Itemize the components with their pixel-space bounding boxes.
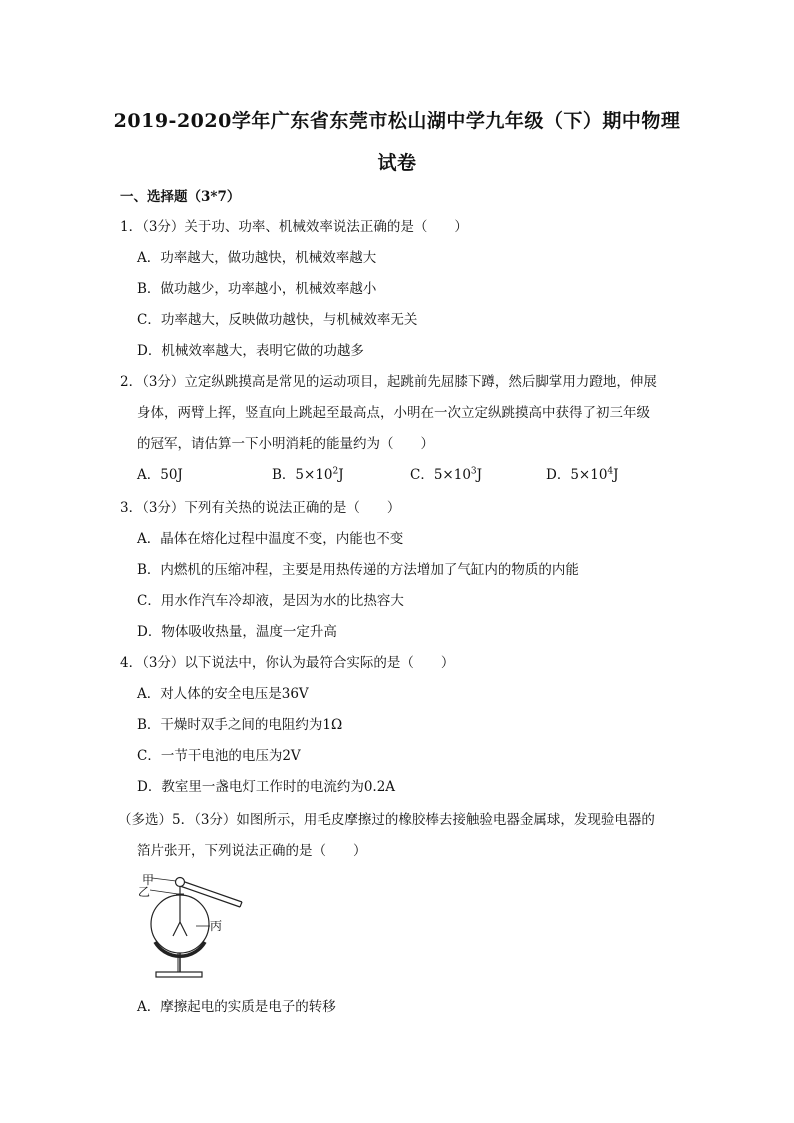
question-2-stem-line-3: 的冠军，请估算一下小明消耗的能量约为（ ） — [137, 436, 434, 452]
rubber-rod — [182, 881, 242, 902]
question-1-option-b: B．做功越少，功率越小，机械效率越小 — [137, 281, 377, 297]
question-3-option-d: D．物体吸收热量，温度一定升高 — [137, 624, 337, 640]
question-5-stem-line-2: 箔片张开，下列说法正确的是（ ） — [137, 843, 367, 859]
label-yi: 乙 — [138, 885, 151, 899]
metal-foil — [173, 922, 180, 936]
question-3-option-c: C．用水作汽车冷却液，是因为水的比热容大 — [137, 593, 404, 609]
question-3-option-a: A．晶体在熔化过程中温度不变，内能也不变 — [137, 531, 404, 547]
question-2-option-d: D．$5\times 10^4J$ — [546, 466, 619, 483]
question-2-option-b: B．$5\times 10^2J$ — [272, 466, 344, 483]
label-bing: 丙 — [210, 919, 223, 933]
question-1-option-c: C．功率越大，反映做功越快，与机械效率无关 — [137, 312, 418, 328]
page-title-continued: 试卷 — [377, 152, 417, 174]
question-4-option-c: C．一节干电池的电压为2V — [137, 748, 301, 764]
question-2-option-a: A．50J — [137, 467, 183, 483]
question-4-option-d: D．教室里一盏电灯工作时的电流约为0.2A — [137, 779, 396, 795]
question-4-option-a: A．对人体的安全电压是36V — [137, 686, 309, 702]
question-1-option-d: D．机械效率越大，表明它做的功越多 — [137, 343, 364, 359]
metal-ball — [176, 878, 185, 887]
question-3-option-b: B．内燃机的压缩冲程，主要是用热传递的方法增加了气缸内的物质的内能 — [137, 562, 579, 578]
question-3-stem: 3．（3分）下列有关热的说法正确的是（ ） — [120, 500, 401, 516]
section-heading: 一、选择题（3*7） — [120, 189, 241, 205]
label-jia: 甲 — [142, 873, 155, 887]
base — [156, 972, 202, 977]
question-1-stem: 1．（3分）关于功、功率、机械效率说法正确的是（ ） — [120, 219, 468, 235]
page-title: 2019-2020学年广东省东莞市松山湖中学九年级（下）期中物理 — [113, 110, 681, 132]
question-2-stem-line-2: 身体，两臂上挥，竖直向上跳起至最高点，小明在一次立定纵跳摸高中获得了初三年级 — [137, 405, 650, 421]
question-4-stem: 4．（3分）以下说法中，你认为最符合实际的是（ ） — [120, 655, 455, 671]
question-5-option-a: A．摩擦起电的实质是电子的转移 — [137, 999, 336, 1015]
question-1-option-a: A．功率越大，做功越快，机械效率越大 — [137, 250, 377, 266]
question-4-option-b: B．干燥时双手之间的电阻约为1Ω — [137, 717, 343, 733]
question-5-stem-line-1: （多选）5．（3分）如图所示，用毛皮摩擦过的橡胶棒去接触验电器金属球，发现验电器的 — [118, 812, 655, 828]
question-2-stem-line-1: 2．（3分）立定纵跳摸高是常见的运动项目，起跳前先屈膝下蹲，然后脚掌用力蹬地，伸展 — [120, 374, 657, 390]
question-2-option-c: C．$5\times 10^3J$ — [410, 466, 483, 483]
electroscope-diagram — [138, 872, 248, 982]
